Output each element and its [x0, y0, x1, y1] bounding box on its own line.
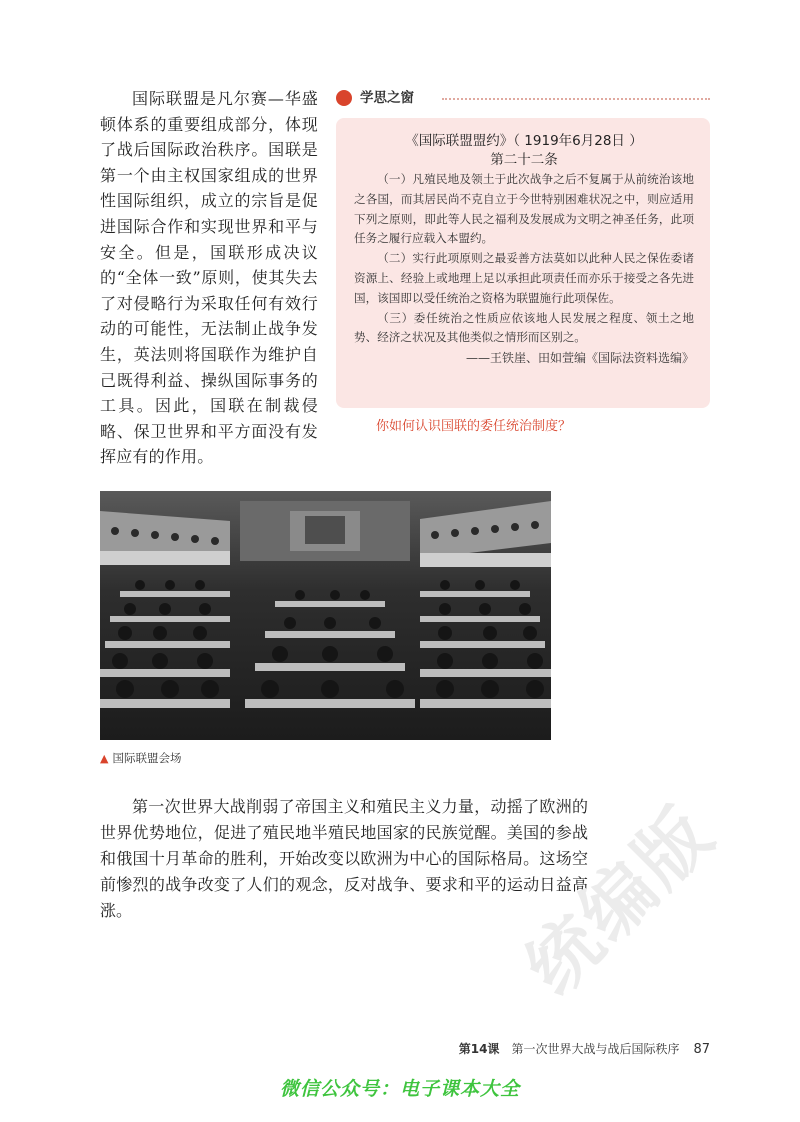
document-title: 《国际联盟盟约》（ 1919年6月28日 ） — [405, 133, 643, 149]
clause-2: （二）实行此项原则之最妥善方法莫如以此种人民之保佐委诸资源上、经验上或地理上足以承担此项责任而亦乐于接受之各先进国，该国即以受任统治之资格为联盟施行此项保佐。 — [354, 251, 694, 305]
left-paragraph: 国际联盟是凡尔赛—华盛顿体系的重要组成部分，体现了战后国际政治秩序。国联是第一个由主权国家组成的世界性国际组织，成立的宗旨是促进国际合作和实现世界和平与安全。但是，国联形成决议的“全体一致”原则，使其失去了对侵略行为采取任何有效行动的可能性，无法制止战争发生，英法则将国联作为维护自己既得利益、操纵国际事务的工具。因此，国联在制裁侵略、保卫世界和平方面没有发挥应有的作用。 — [100, 89, 318, 467]
page-number: 87 — [693, 1042, 710, 1057]
lesson-title: 第一次世界大战与战后国际秩序 — [511, 1042, 680, 1056]
publisher-note: 微信公众号：电子课本大全 — [279, 1078, 520, 1100]
learning-window-box — [336, 118, 710, 408]
triangle-marker-icon: ▲ — [100, 752, 109, 765]
page-footer — [459, 1040, 710, 1057]
photo-caption — [100, 750, 181, 766]
assembly-hall-illustration — [100, 491, 551, 740]
clause-1: （一）凡殖民地及领土于此次战争之后不复属于从前统治该地之各国，而其居民尚不克自立于今世特别困难状况之中，则应适用下列之原则，即此等人民之福利及发展成为文明之神圣任务，此项任务之履行应载入本盟约。 — [354, 172, 694, 246]
watermark: 统编版 — [509, 789, 731, 1011]
caption-text: 国际联盟会场 — [112, 751, 182, 765]
source-citation: ——王铁崖、田如萱编《国际法资料选编》 — [465, 351, 694, 366]
bullet-dot-icon — [336, 90, 352, 106]
clause-3: （三）委任统治之性质应依该地人民发展之程度、领土之地势、经济之状况及其他类似之情形而区别之。 — [354, 310, 694, 345]
league-of-nations-assembly-photo — [100, 491, 551, 740]
learning-window-header — [336, 88, 710, 108]
lesson-number: 第14课 — [458, 1042, 500, 1056]
left-intro-text — [100, 86, 318, 470]
body-paragraph: 第一次世界大战削弱了帝国主义和殖民主义力量，动摇了欧洲的世界优势地位，促进了殖民地半殖民地国家的民族觉醒。美国的参战和俄国十月革命的胜利，开始改变以欧洲为中心的国际格局。这场空前惨烈的战争改变了人们的观念，反对战争、要求和平的运动日益高涨。 — [100, 797, 588, 920]
learning-window-title: 学思之窗 — [360, 90, 414, 106]
discussion-question: 你如何认识国联的委任统治制度？ — [376, 419, 572, 434]
article-number: 第二十二条 — [490, 152, 558, 168]
dotted-divider — [442, 98, 710, 100]
